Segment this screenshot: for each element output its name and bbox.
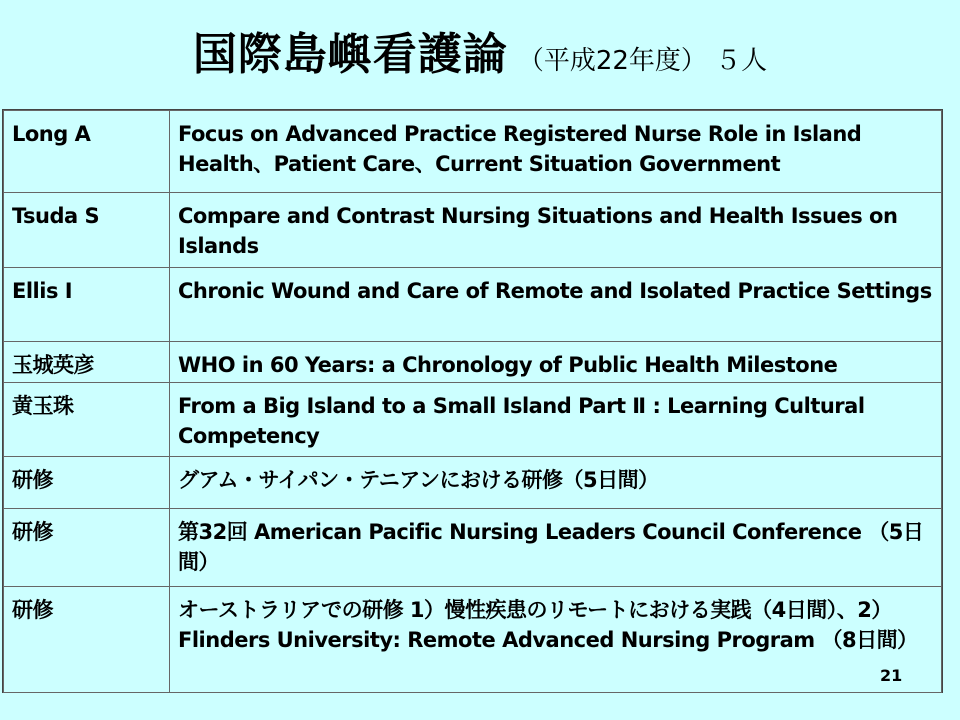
row-content-cell: オーストラリアでの研修 1）慢性疾患のリモートにおける実践（4日間）、2）Flinders University: Remote Advanced Nursing Program （8日間） <box>170 587 942 693</box>
row-name-cell: 研修 <box>4 587 170 693</box>
table-row <box>4 509 942 587</box>
table-row <box>4 383 942 457</box>
row-content-cell: Compare and Contrast Nursing Situations and Health Issues on Islands <box>170 193 942 268</box>
title-subtitle: （平成22年度） ５人 <box>517 46 768 76</box>
table-row <box>4 342 942 383</box>
row-name-cell: 研修 <box>4 457 170 509</box>
schedule-table <box>3 110 942 693</box>
row-content-cell: From a Big Island to a Small Island Part Ⅱ : Learning Cultural Competency <box>170 383 942 457</box>
schedule-table-frame <box>2 109 943 693</box>
row-content-cell: 第32回 American Pacific Nursing Leaders Council Conference （5日間） <box>170 509 942 587</box>
row-name-cell: 玉城英彦 <box>4 342 170 383</box>
slide-title <box>0 18 960 82</box>
table-row <box>4 587 942 693</box>
row-name-cell: Ellis I <box>4 268 170 342</box>
row-content-cell: Chronic Wound and Care of Remote and Isolated Practice Settings <box>170 268 942 342</box>
row-name-cell: 研修 <box>4 509 170 587</box>
row-content-cell: Focus on Advanced Practice Registered Nurse Role in Island Health、Patient Care、Current Situation Government <box>170 111 942 193</box>
title-main: 国際島嶼看護論 <box>192 29 508 80</box>
row-name-cell: Tsuda S <box>4 193 170 268</box>
row-name-cell: 黄玉珠 <box>4 383 170 457</box>
table-row <box>4 457 942 509</box>
page-number: 21 <box>880 666 903 685</box>
row-content-cell: グアム・サイパン・テニアンにおける研修（5日間） <box>170 457 942 509</box>
row-content-cell: WHO in 60 Years: a Chronology of Public Health Milestone <box>170 342 942 383</box>
table-row <box>4 268 942 342</box>
table-row <box>4 193 942 268</box>
table-row <box>4 111 942 193</box>
row-name-cell: Long A <box>4 111 170 193</box>
